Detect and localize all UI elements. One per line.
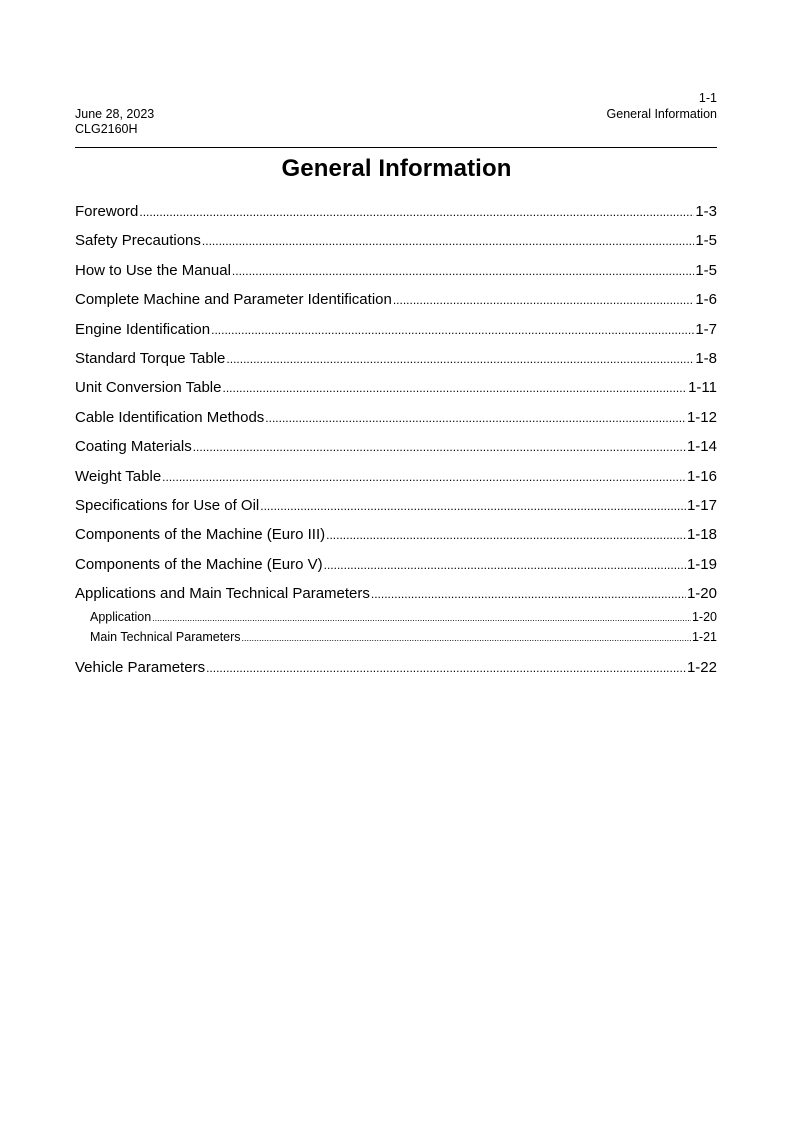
toc-entry-page: 1-3: [695, 203, 717, 220]
toc-entry-label: Applications and Main Technical Parameters: [75, 585, 370, 603]
toc-entry[interactable]: [75, 288, 717, 317]
toc-entry[interactable]: [75, 406, 717, 435]
toc-entry-label: Components of the Machine (Euro III): [75, 526, 326, 544]
toc-dot-leader: [326, 523, 686, 547]
toc-entry[interactable]: [75, 523, 717, 552]
header-left: [75, 107, 154, 137]
header-date: June 28, 2023: [75, 107, 155, 121]
toc-entry[interactable]: [75, 229, 717, 258]
toc-entry-page: 1-5: [695, 232, 717, 250]
toc-dot-leader: [265, 406, 686, 430]
toc-entry-page: 1-20: [686, 585, 717, 603]
toc-dot-leader: [393, 288, 694, 312]
toc-entry[interactable]: [75, 494, 717, 523]
toc-dot-leader: [206, 656, 686, 680]
toc-dot-leader: [211, 318, 694, 342]
toc-dot-leader: [222, 376, 687, 400]
toc-dot-leader: [162, 465, 686, 489]
toc-entry-label: Standard Torque Table: [75, 349, 226, 367]
toc-entry-page: 1-8: [695, 349, 717, 367]
toc-entry-label: Specifications for Use of Oil: [75, 496, 260, 514]
toc-entry-page: 1-11: [688, 379, 717, 397]
toc-dot-leader: [242, 628, 691, 648]
toc-entry-page: 1-5: [695, 261, 717, 279]
toc-entry-label: Complete Machine and Parameter Identification: [75, 291, 392, 309]
page-title: General Information: [281, 155, 512, 182]
toc-dot-leader: [139, 200, 694, 224]
page-header: [75, 90, 717, 146]
toc-entry-page: 1-16: [686, 467, 717, 485]
toc-entry-label: How to Use the Manual: [75, 261, 231, 279]
toc-entry-page: 1-22: [686, 659, 717, 677]
toc-entry-label: Application: [90, 610, 152, 625]
toc-entry[interactable]: [75, 200, 717, 229]
table-of-contents: [75, 200, 717, 686]
toc-dot-leader: [232, 259, 694, 283]
header-right: [607, 91, 717, 122]
header-section: General Information: [606, 106, 717, 121]
toc-dot-leader: [324, 553, 686, 577]
toc-entry-page: 1-18: [686, 526, 717, 544]
toc-dot-leader: [260, 494, 686, 518]
toc-entry-label: Coating Materials: [75, 438, 192, 456]
toc-entry-page: 1-7: [695, 320, 717, 338]
toc-entry-page: 1-21: [691, 630, 717, 645]
toc-entry-label: Components of the Machine (Euro V): [75, 555, 323, 573]
toc-entry-label: Weight Table: [75, 467, 162, 485]
toc-dot-leader: [152, 608, 691, 628]
toc-dot-leader: [202, 229, 694, 253]
toc-entry[interactable]: [75, 376, 717, 405]
toc-entry-label: Vehicle Parameters: [75, 659, 206, 677]
toc-entry-label: Engine Identification: [75, 320, 211, 338]
toc-entry-label: Cable Identification Methods: [75, 408, 265, 426]
toc-entry-page: 1-17: [686, 496, 717, 514]
toc-entry[interactable]: [75, 347, 717, 376]
toc-entry-label: Safety Precautions: [75, 232, 201, 250]
toc-entry[interactable]: [75, 318, 717, 347]
toc-entry[interactable]: [75, 553, 717, 582]
header-divider: [75, 147, 717, 148]
toc-entry-page: 1-20: [691, 610, 717, 625]
toc-entry[interactable]: [75, 435, 717, 464]
header-page-number: 1-1: [698, 91, 717, 105]
toc-entry[interactable]: [75, 465, 717, 494]
toc-entry-page: 1-12: [686, 408, 717, 426]
header-model: CLG2160H: [75, 122, 138, 136]
toc-dot-leader: [193, 435, 686, 459]
toc-entry[interactable]: [75, 656, 717, 685]
toc-entry-label: Foreword: [75, 203, 139, 220]
toc-entry-page: 1-14: [686, 438, 717, 456]
toc-dot-leader: [371, 582, 686, 606]
toc-entry-page: 1-19: [686, 555, 717, 573]
toc-entry-page: 1-6: [695, 291, 717, 309]
toc-entry[interactable]: [75, 259, 717, 288]
toc-subentry[interactable]: [75, 627, 717, 651]
toc-entry-label: Main Technical Parameters: [90, 630, 241, 645]
toc-dot-leader: [226, 347, 694, 371]
toc-entry-label: Unit Conversion Table: [75, 379, 222, 397]
